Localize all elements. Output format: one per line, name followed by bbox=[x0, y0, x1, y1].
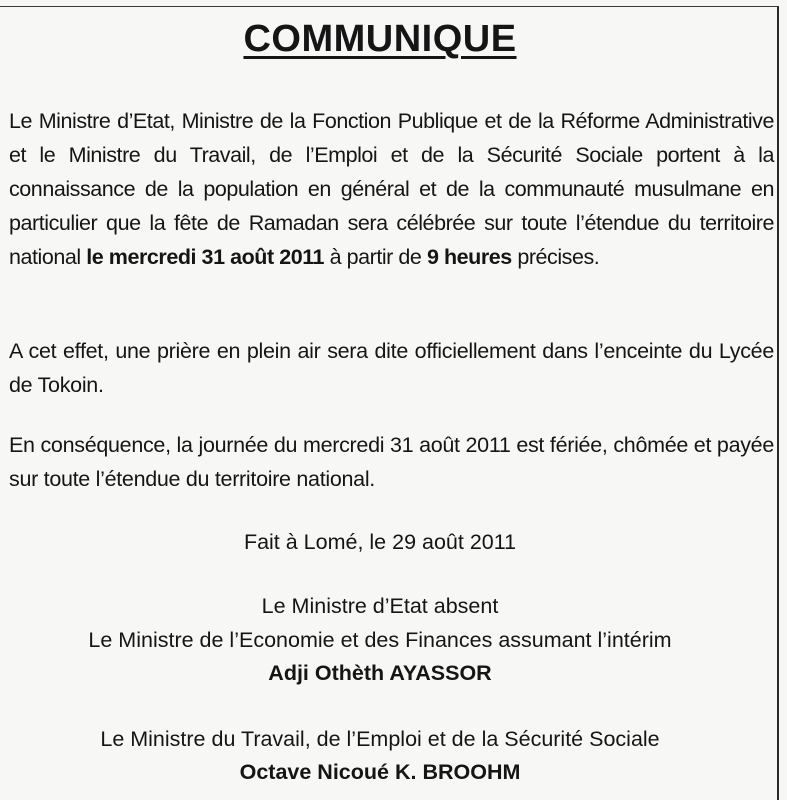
signatory1-line2: Le Ministre de l’Economie et des Finances assumant l’intérim bbox=[88, 628, 672, 652]
title-text: COMMUNIQUE bbox=[243, 18, 517, 60]
document-title bbox=[0, 18, 760, 61]
announcement-text-after: précises. bbox=[511, 245, 600, 269]
announcement-date: le mercredi 31 août 2011 bbox=[86, 245, 325, 269]
announcement-text-middle: à partir de bbox=[324, 245, 427, 269]
announcement-text-before: Le Ministre d’Etat, Ministre de la Fonction Publique et de la Réforme Administrative et le Ministre du Travail, de l’Emploi et de la Sécurité Sociale portent à la connaissance de la population en général et de la communauté musulmane en particulier que la fête de Ramadan sera célébrée sur toute l’étendue du territoire national bbox=[9, 109, 774, 269]
signatory1-name: Adji Othèth AYASSOR bbox=[268, 661, 492, 685]
signatory2-line1: Le Ministre du Travail, de l’Emploi et de la Sécurité Sociale bbox=[100, 727, 660, 751]
paragraph-prayer: A cet effet, une prière en plein air sera dite officiellement dans l’enceinte du Lycée de Tokoin. bbox=[9, 339, 774, 397]
signatory1-line1: Le Ministre d’Etat absent bbox=[261, 594, 499, 618]
place-date: Fait à Lomé, le 29 août 2011 bbox=[243, 530, 517, 554]
paragraph-holiday: En conséquence, la journée du mercredi 31 août 2011 est fériée, chômée et payée sur toute l’étendue du territoire national. bbox=[9, 433, 774, 491]
signatory2-name: Octave Nicoué K. BROOHM bbox=[239, 760, 521, 784]
paragraph-announcement bbox=[9, 104, 774, 274]
announcement-time: 9 heures bbox=[426, 245, 512, 269]
